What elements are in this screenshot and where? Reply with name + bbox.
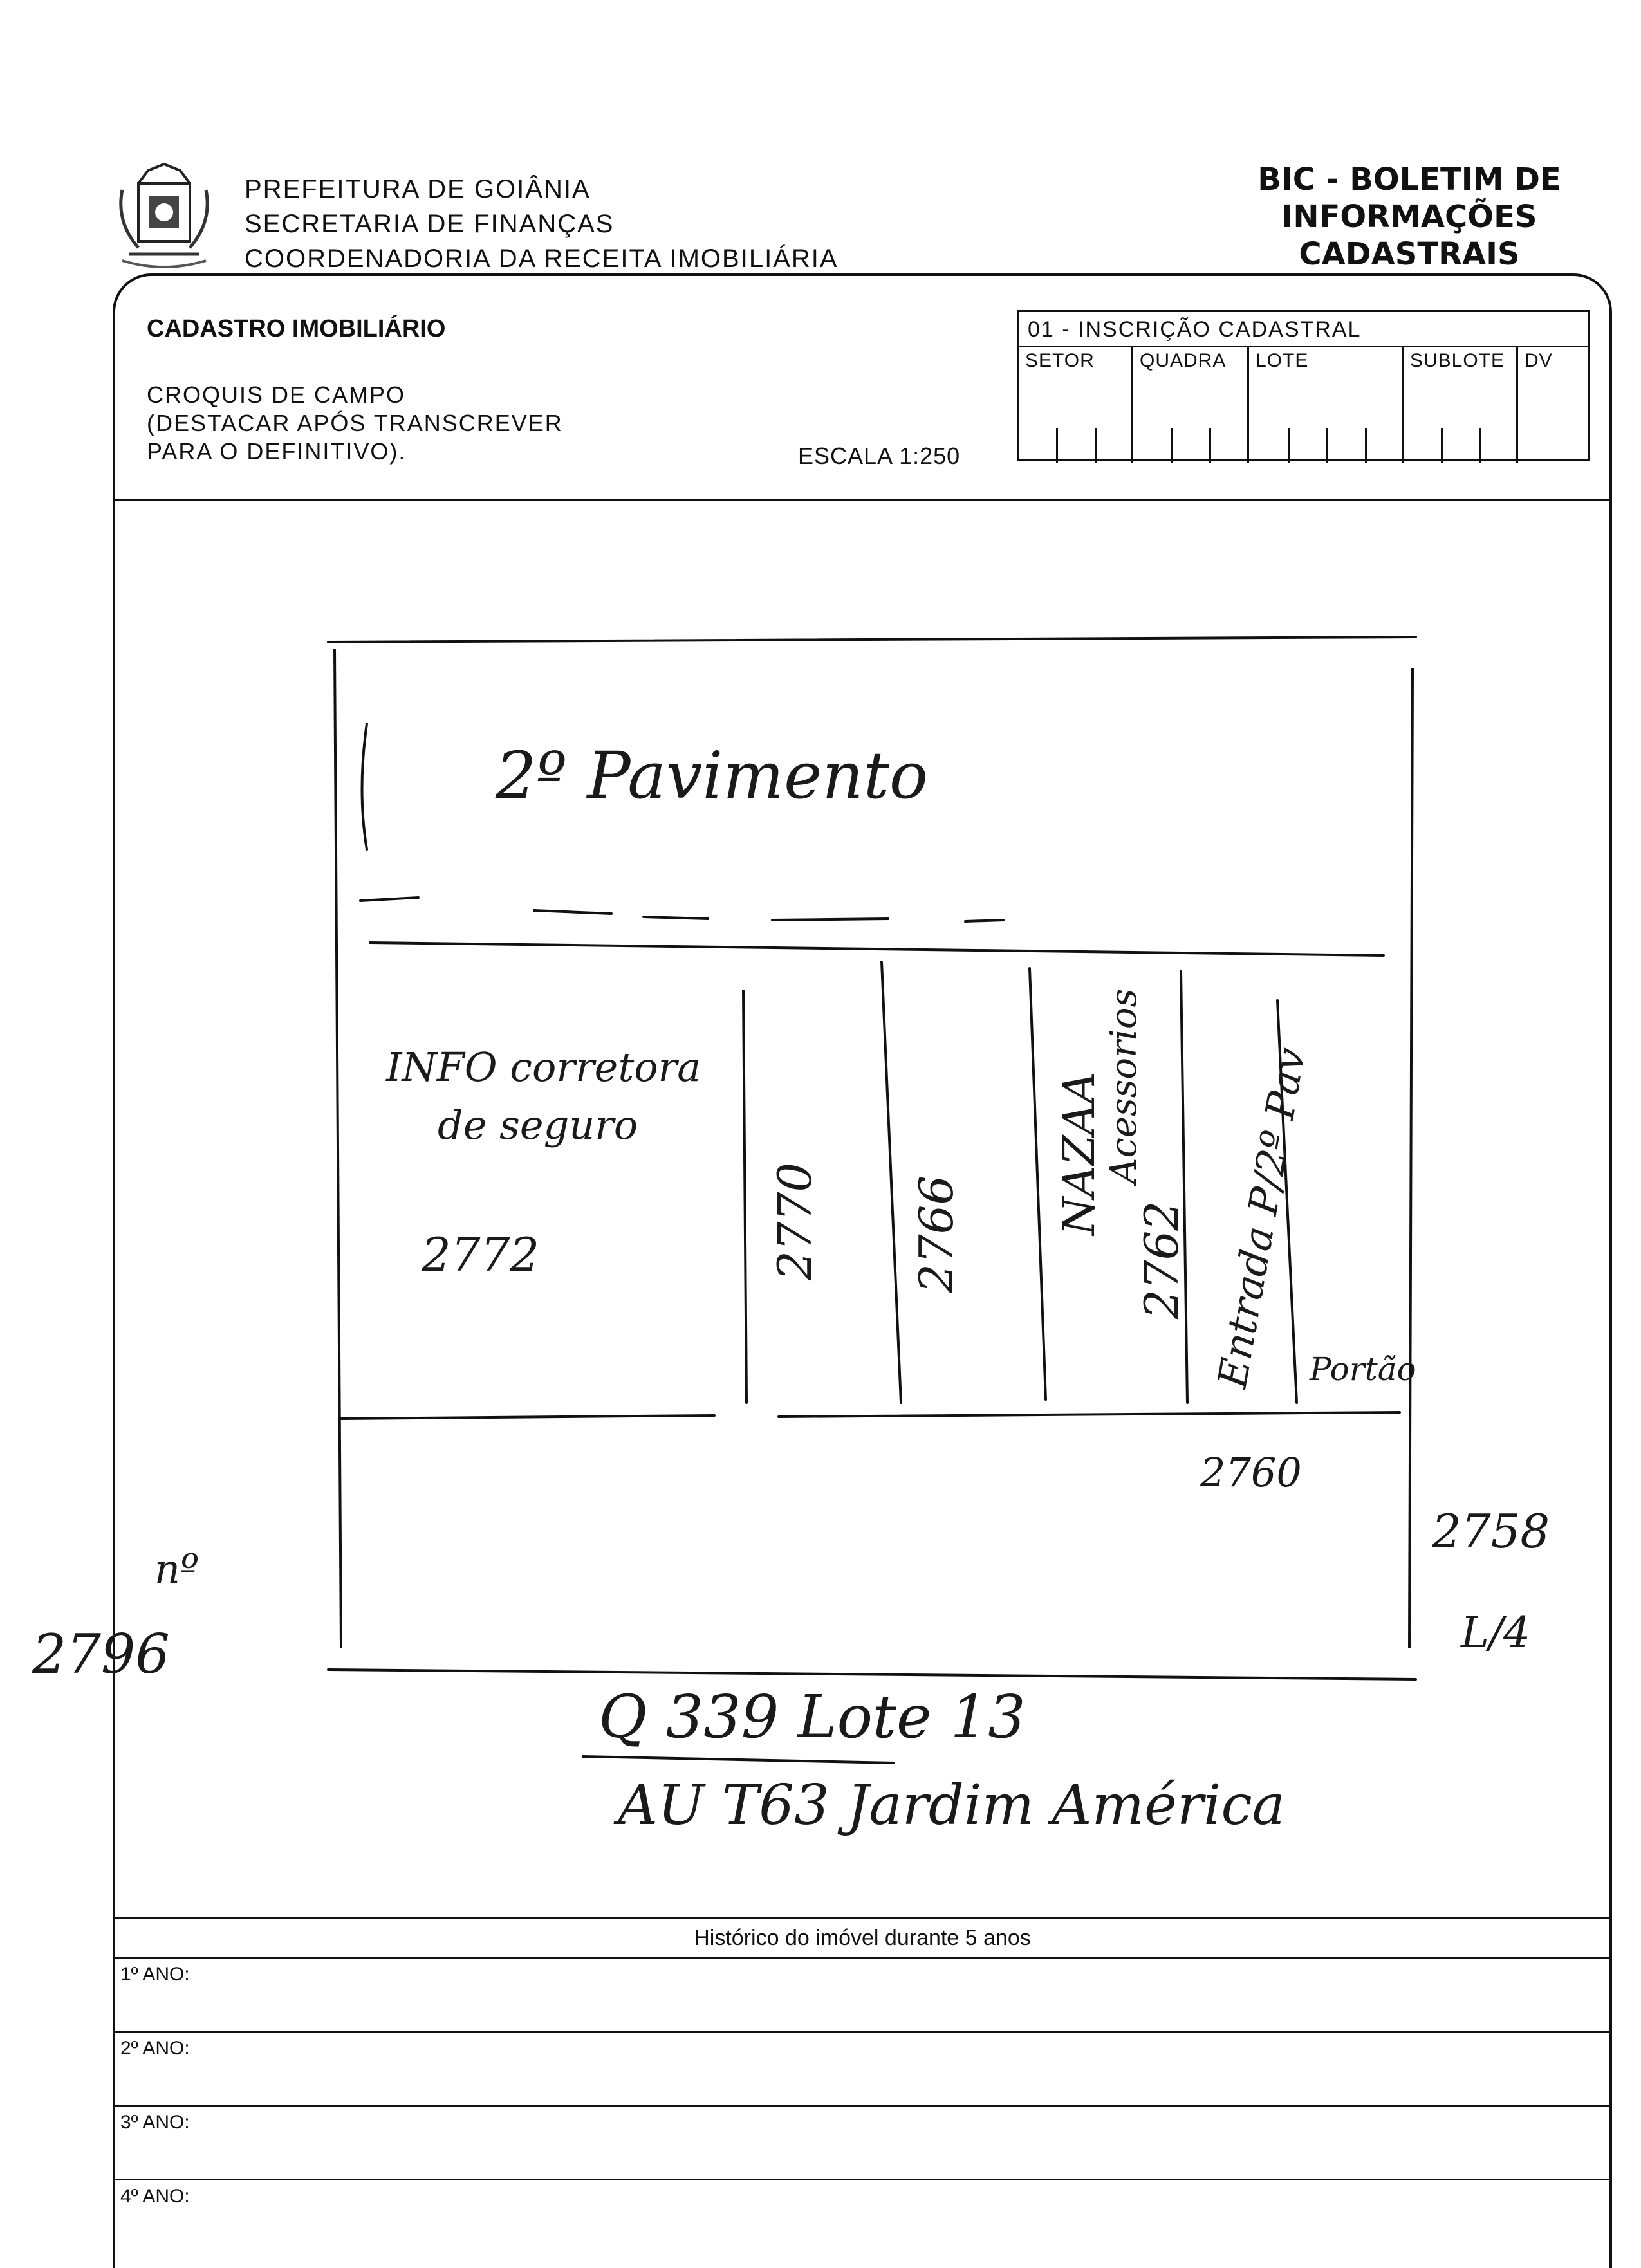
- bic-title-line-2: INFORMAÇÕES CADASTRAIS: [1281, 199, 1537, 272]
- right-small-label: L/4: [1461, 1608, 1531, 1657]
- nazaa-label: NAZAA: [1054, 1071, 1105, 1235]
- croquis-line-2: (DESTACAR APÓS TRANSCREVER: [147, 410, 563, 436]
- croquis-line-1: CROQUIS DE CAMPO: [147, 382, 406, 408]
- history-table: [113, 1917, 1612, 2253]
- number-2772: 2772: [422, 1228, 540, 1282]
- scale-label: ESCALA 1:250: [798, 443, 961, 469]
- history-row-2[interactable]: [113, 2033, 1612, 2107]
- history-row-3[interactable]: [113, 2107, 1612, 2180]
- field-sublote-label: SUBLOTE: [1410, 350, 1505, 371]
- section-title: CADASTRO IMOBILIÁRIO: [147, 315, 446, 342]
- history-row-label: 3º ANO:: [120, 2112, 190, 2133]
- org-line-3: COORDENADORIA DA RECEITA IMOBILIÁRIA: [245, 244, 839, 273]
- number-2760: 2760: [1200, 1449, 1302, 1496]
- number-2766: 2766: [909, 1175, 963, 1293]
- field-dv-label: DV: [1525, 350, 1553, 371]
- history-row-label: 2º ANO:: [120, 2038, 190, 2059]
- org-line-1: PREFEITURA DE GOIÂNIA: [245, 175, 591, 203]
- entrada-label: Entrada P/2º Pav: [1208, 1044, 1315, 1392]
- history-row-label: 1º ANO:: [120, 1964, 190, 1985]
- history-title: Histórico do imóvel durante 5 anos: [113, 1917, 1612, 1959]
- inscricao-title: 01 - INSCRIÇÃO CADASTRAL: [1028, 317, 1362, 342]
- bic-title-line-1: BIC - BOLETIM DE: [1257, 161, 1561, 198]
- number-2758: 2758: [1432, 1504, 1550, 1558]
- bairro-label: AU T63 Jardim América: [618, 1773, 1285, 1838]
- portao-label: Portão: [1310, 1351, 1416, 1388]
- acessorios-label: Acessorios: [1103, 988, 1145, 1184]
- field-lote-label: LOTE: [1256, 350, 1309, 371]
- left-margin-bottom: 2796: [32, 1623, 170, 1686]
- lot-note-line-2: de seguro: [438, 1102, 638, 1148]
- lot-note-line-1: INFO corretora: [386, 1044, 701, 1091]
- history-row-1[interactable]: [113, 1959, 1612, 2033]
- history-row-label: 4º ANO:: [120, 2186, 190, 2207]
- history-row-4[interactable]: [113, 2180, 1612, 2253]
- quadra-lote-label: Q 339 Lote 13: [598, 1683, 1026, 1751]
- left-margin-top: nº: [154, 1545, 199, 1592]
- croquis-line-3: PARA O DEFINITIVO).: [147, 438, 407, 465]
- floor-label: 2º Pavimento: [496, 738, 929, 813]
- number-2762: 2762: [1135, 1201, 1189, 1319]
- number-2770: 2770: [768, 1162, 822, 1280]
- field-quadra-label: QUADRA: [1140, 350, 1227, 371]
- org-line-2: SECRETARIA DE FINANÇAS: [245, 210, 615, 238]
- field-setor-label: SETOR: [1025, 350, 1095, 371]
